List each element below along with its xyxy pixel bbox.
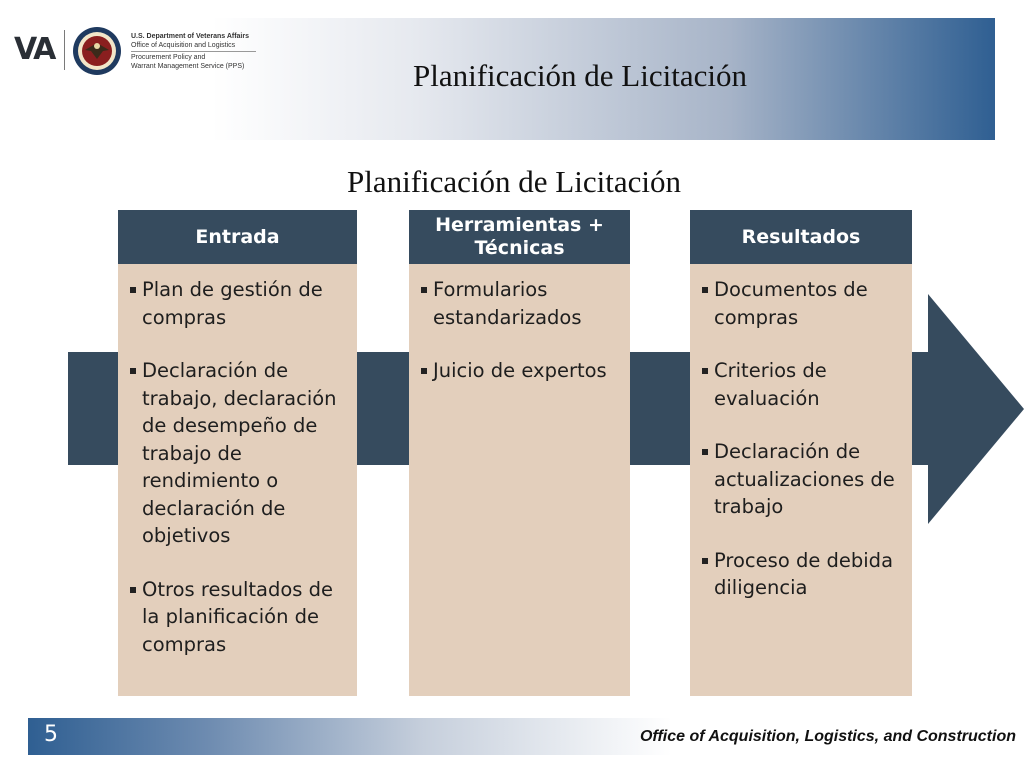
list-item: Proceso de debida diligencia [700, 547, 904, 602]
list-item: Formularios estandarizados [419, 276, 622, 331]
va-logo: VA [14, 32, 55, 67]
list-item: Documentos de compras [700, 276, 904, 331]
tools-body [409, 264, 630, 696]
tools-heading: Herramientas + Técnicas [409, 210, 630, 264]
outputs-body [690, 264, 912, 696]
diagram-title: Planificación de Licitación [347, 164, 681, 199]
outputs-column [690, 210, 912, 696]
list-item: Declaración de actualizaciones de trabajo [700, 438, 904, 521]
footer-office-text: Office of Acquisition, Logistics, and Construction [639, 728, 1016, 745]
slide-header-title: Planificación de Licitación [413, 58, 747, 93]
agency-text [131, 32, 256, 71]
list-item: Otros resultados de la planificación de compras [128, 576, 349, 659]
input-heading: Entrada [118, 210, 357, 264]
agency-line: Procurement Policy and [131, 54, 206, 61]
va-seal-icon [72, 26, 122, 76]
input-body [118, 264, 357, 696]
logo-divider [64, 30, 65, 70]
outputs-heading: Resultados [690, 210, 912, 264]
agency-line: Office of Acquisition and Logistics [131, 41, 256, 52]
list-item: Juicio de expertos [419, 357, 622, 385]
tools-column [409, 210, 630, 696]
list-item: Declaración de trabajo, declaración de desempeño de trabajo de rendimiento o declaración de objetivos [128, 357, 349, 550]
agency-line: U.S. Department of Veterans Affairs [131, 33, 249, 40]
page-number: 5 [44, 722, 58, 747]
list-item: Criterios de evaluación [700, 357, 904, 412]
agency-line: Warrant Management Service (PPS) [131, 63, 245, 70]
input-column [118, 210, 357, 696]
process-arrow-head [928, 294, 1024, 524]
list-item: Plan de gestión de compras [128, 276, 349, 331]
